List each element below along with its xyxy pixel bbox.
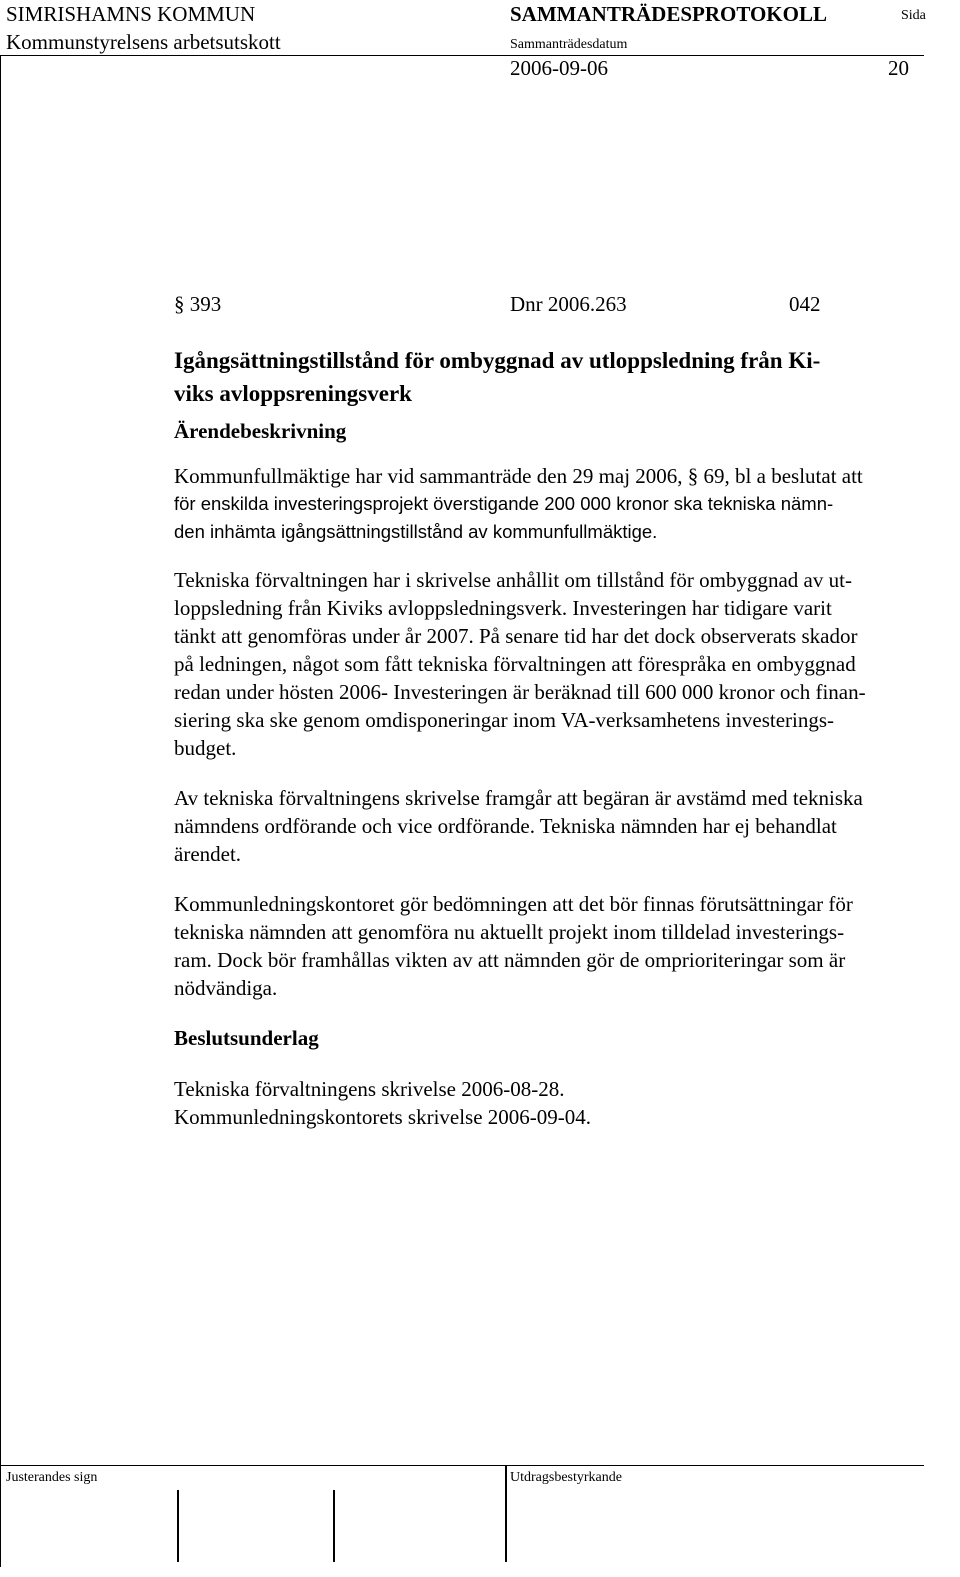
paragraph-1-line-1: Kommunfullmäktige har vid sammanträde den 29 maj 2006, § 69, bl a beslutat att: [174, 464, 863, 488]
signature-box-divider: [333, 1490, 335, 1562]
description-heading: Ärendebeskrivning: [174, 419, 347, 443]
section-number: § 393: [174, 292, 222, 316]
basis-item: Kommunledningskontorets skrivelse 2006-09-04.: [174, 1105, 592, 1129]
protocol-title: SAMMANTRÄDESPROTOKOLL: [510, 2, 827, 26]
meeting-date: 2006-09-06: [510, 56, 608, 80]
header-divider: [0, 55, 924, 56]
committee-name: Kommunstyrelsens arbetsutskott: [6, 30, 281, 54]
footer-center-divider: [505, 1466, 507, 1562]
municipality-name: SIMRISHAMNS KOMMUN: [6, 2, 256, 26]
case-code: 042: [789, 292, 821, 316]
basis-item: Tekniska förvaltningens skrivelse 2006-08-28.: [174, 1077, 565, 1101]
document-body: [174, 344, 960, 1131]
left-margin-line: [0, 55, 1, 1567]
certification-label: Utdragsbestyrkande: [510, 1470, 622, 1485]
paragraph-1-rest: för enskilda investeringsprojekt överstigande 200 000 kronor ska tekniska nämn- den inhämta igångsättningstillstånd av kommunfullmäktige.: [174, 493, 834, 542]
basis-heading: Beslutsunderlag: [174, 1026, 319, 1050]
signature-label: Justerandes sign: [6, 1470, 98, 1485]
signature-box-divider: [177, 1490, 179, 1562]
footer-divider: [0, 1465, 924, 1466]
page-number: 20: [888, 56, 909, 80]
case-dnr: Dnr 2006.263: [510, 292, 627, 316]
paragraph-2: Tekniska förvaltningen har i skrivelse anhållit om tillstånd för ombyggnad av ut- loppsledning från Kiviks avloppsledningsverk. Investeringen har tidigare varit tänkt att genomföras under år 2007. På senare tid har det dock observerats skador på ledningen, något som fått tekniska förvaltningen att förespråka en ombyggnad redan under hösten 2006- Investeringen är beräknad till 600 000 kronor och finan- siering ska ske genom omdisponeringar inom VA-verksamhetens investerings- budget.: [174, 568, 866, 760]
paragraph-4: Kommunledningskontoret gör bedömningen att det bör finnas förutsättningar för tekniska nämnden att genomföra nu aktuellt projekt inom tilldelad investerings- ram. Dock bör framhållas vikten av att nämnden gör de omprioriteringar som är nödvändiga.: [174, 892, 853, 1000]
basis-list: [174, 1075, 960, 1131]
page-label: Sida: [901, 8, 926, 23]
paragraph-3: Av tekniska förvaltningens skrivelse framgår att begäran är avstämd med tekniska nämndens ordförande och vice ordförande. Tekniska nämnden har ej behandlat ärendet.: [174, 786, 863, 866]
date-label: Sammanträdesdatum: [510, 37, 628, 52]
case-title: Igångsättningstillstånd för ombyggnad av utloppsledning från Ki- viks avloppsreningsverk: [174, 348, 821, 406]
